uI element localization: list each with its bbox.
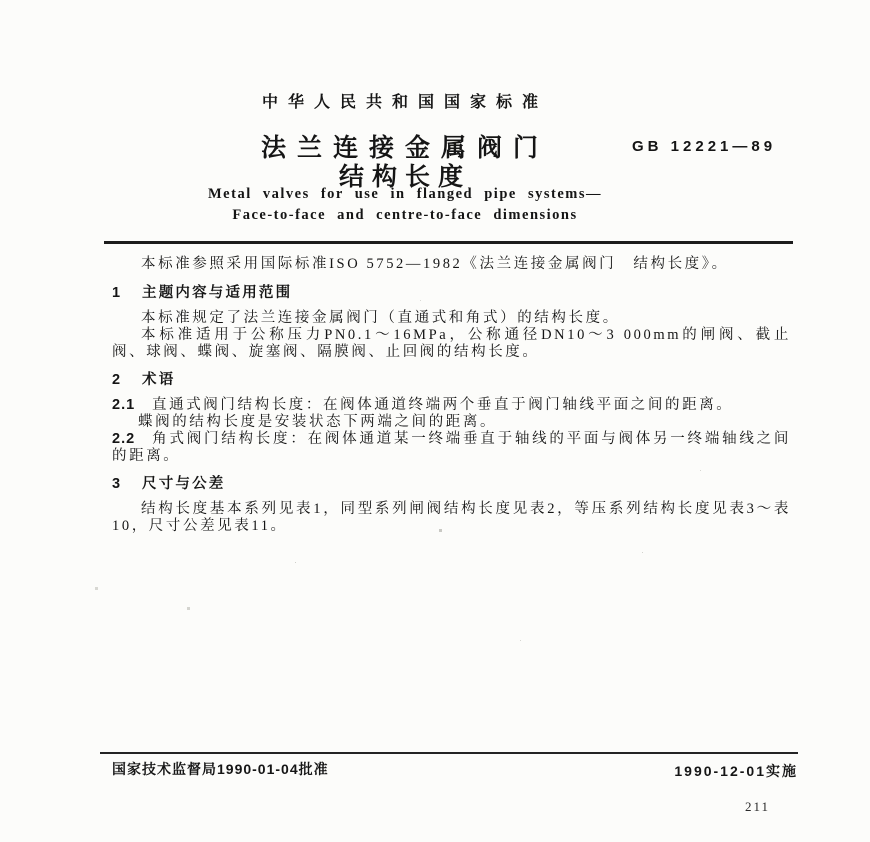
term-2-1-note: 蝶阀的结构长度是安装状态下两端之间的距离。 bbox=[138, 414, 498, 430]
section-3-number: 3 bbox=[112, 476, 121, 492]
term-2-1-text: 直通式阀门结构长度：在阀体通道终端两个垂直于阀门轴线平面之间的距离。 bbox=[152, 397, 734, 413]
term-2-2-number: 2.2 bbox=[112, 431, 136, 447]
section-1-title: 主题内容与适用范围 bbox=[142, 285, 293, 301]
document-body bbox=[112, 249, 791, 535]
intro-paragraph: 本标准参照采用国际标准ISO 5752—1982《法兰连接金属阀门 结构长度》。 bbox=[141, 256, 729, 272]
footer-divider-rule bbox=[100, 752, 798, 754]
section-1-paragraph-2: 本标准适用于公称压力PN0.1～16MPa，公称通径DN10～3 000mm的闸阀、截止阀、球阀、蝶阀、旋塞阀、隔膜阀、止回阀的结构长度。 bbox=[112, 327, 791, 360]
term-2-2-text: 角式阀门结构长度：在阀体通道某一终端垂直于轴线的平面与阀体另一终端轴线之间的距离。 bbox=[112, 431, 791, 464]
section-1-number: 1 bbox=[112, 285, 121, 301]
document-title-en-line1: Metal valves for use in flanged pipe systems— bbox=[208, 186, 602, 202]
document-title-en-line2: Face-to-face and centre-to-face dimensions bbox=[232, 207, 578, 223]
document-title-cn-line2: 结构长度 bbox=[338, 163, 471, 191]
section-3-paragraph-1: 结构长度基本系列见表1，同型系列闸阀结构长度见表2，等压系列结构长度见表3～表10，尺寸公差见表11。 bbox=[112, 501, 791, 534]
header-divider-rule bbox=[104, 241, 793, 244]
page-number: 211 bbox=[745, 799, 771, 814]
section-1-heading bbox=[112, 285, 791, 302]
national-standard-label: 中华人民共和国国家标准 bbox=[261, 94, 548, 111]
term-item-2-1 bbox=[112, 397, 791, 414]
standard-code: GB 12221—89 bbox=[632, 138, 777, 155]
section-3 bbox=[112, 476, 791, 535]
scan-noise bbox=[0, 0, 1, 1]
implementation-notice: 1990-12-01实施 bbox=[674, 763, 798, 779]
section-1 bbox=[112, 285, 791, 361]
section-2-heading bbox=[112, 372, 791, 389]
section-1-paragraph-1: 本标准规定了法兰连接金属阀门（直通式和角式）的结构长度。 bbox=[141, 310, 620, 326]
term-2-1-number: 2.1 bbox=[112, 397, 136, 413]
section-3-heading bbox=[112, 476, 791, 493]
section-2-number: 2 bbox=[112, 372, 121, 388]
term-item-2-2 bbox=[112, 431, 791, 465]
section-2 bbox=[112, 372, 791, 465]
approval-notice: 国家技术监督局1990-01-04批准 bbox=[112, 761, 329, 777]
section-2-title: 术语 bbox=[142, 372, 176, 388]
section-3-title: 尺寸与公差 bbox=[142, 476, 226, 492]
document-title-cn-line1: 法兰连接金属阀门 bbox=[260, 134, 549, 162]
